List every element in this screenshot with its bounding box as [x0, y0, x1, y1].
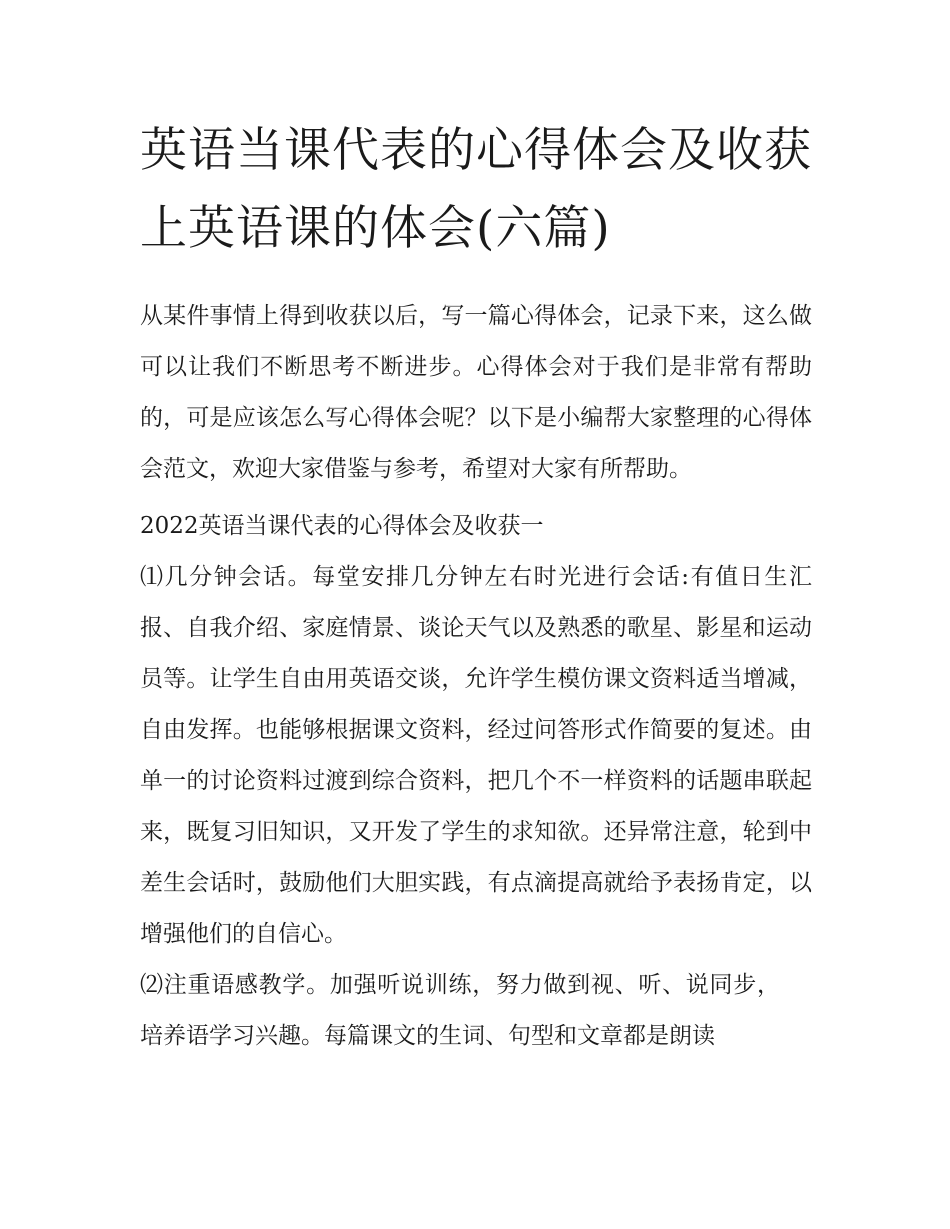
body-paragraph-1: ⑴几分钟会话。每堂安排几分钟左右时光进行会话:有值日生汇报、自我介绍、家庭情景、谈论天气以及熟悉的歌星、影星和运动员等。让学生自由用英语交谈，允许学生模仿课文资料适当增减，自由发挥。也能够根据课文资料，经过问答形式作简要的复述。由单一的讨论资料过渡到综合资料，把几个不一样资料的话题串联起来，既复习旧知识，又开发了学生的求知欲。还异常注意，轮到中差生会话时，鼓励他们大胆实践，有点滴提高就给予表扬肯定，以增强他们的自信心。 [140, 564, 812, 947]
body-paragraph-2: ⑵注重语感教学。加强听说训练，努力做到视、听、说同步，培养语学习兴趣。每篇课文的生词、句型和文章都是朗读 [140, 972, 780, 1049]
section-heading: 2022英语当课代表的心得体会及收获一 [140, 513, 544, 539]
document-title: 英语当课代表的心得体会及收获 上英语课的体会(六篇) [140, 123, 812, 256]
document-page [140, 112, 812, 1062]
intro-paragraph: 从某件事情上得到收获以后，写一篇心得体会，记录下来，这么做可以让我们不断思考不断进步。心得体会对于我们是非常有帮助的，可是应该怎么写心得体会呢？以下是小编帮大家整理的心得体会范文，欢迎大家借鉴与参考，希望对大家有所帮助。 [140, 303, 812, 482]
